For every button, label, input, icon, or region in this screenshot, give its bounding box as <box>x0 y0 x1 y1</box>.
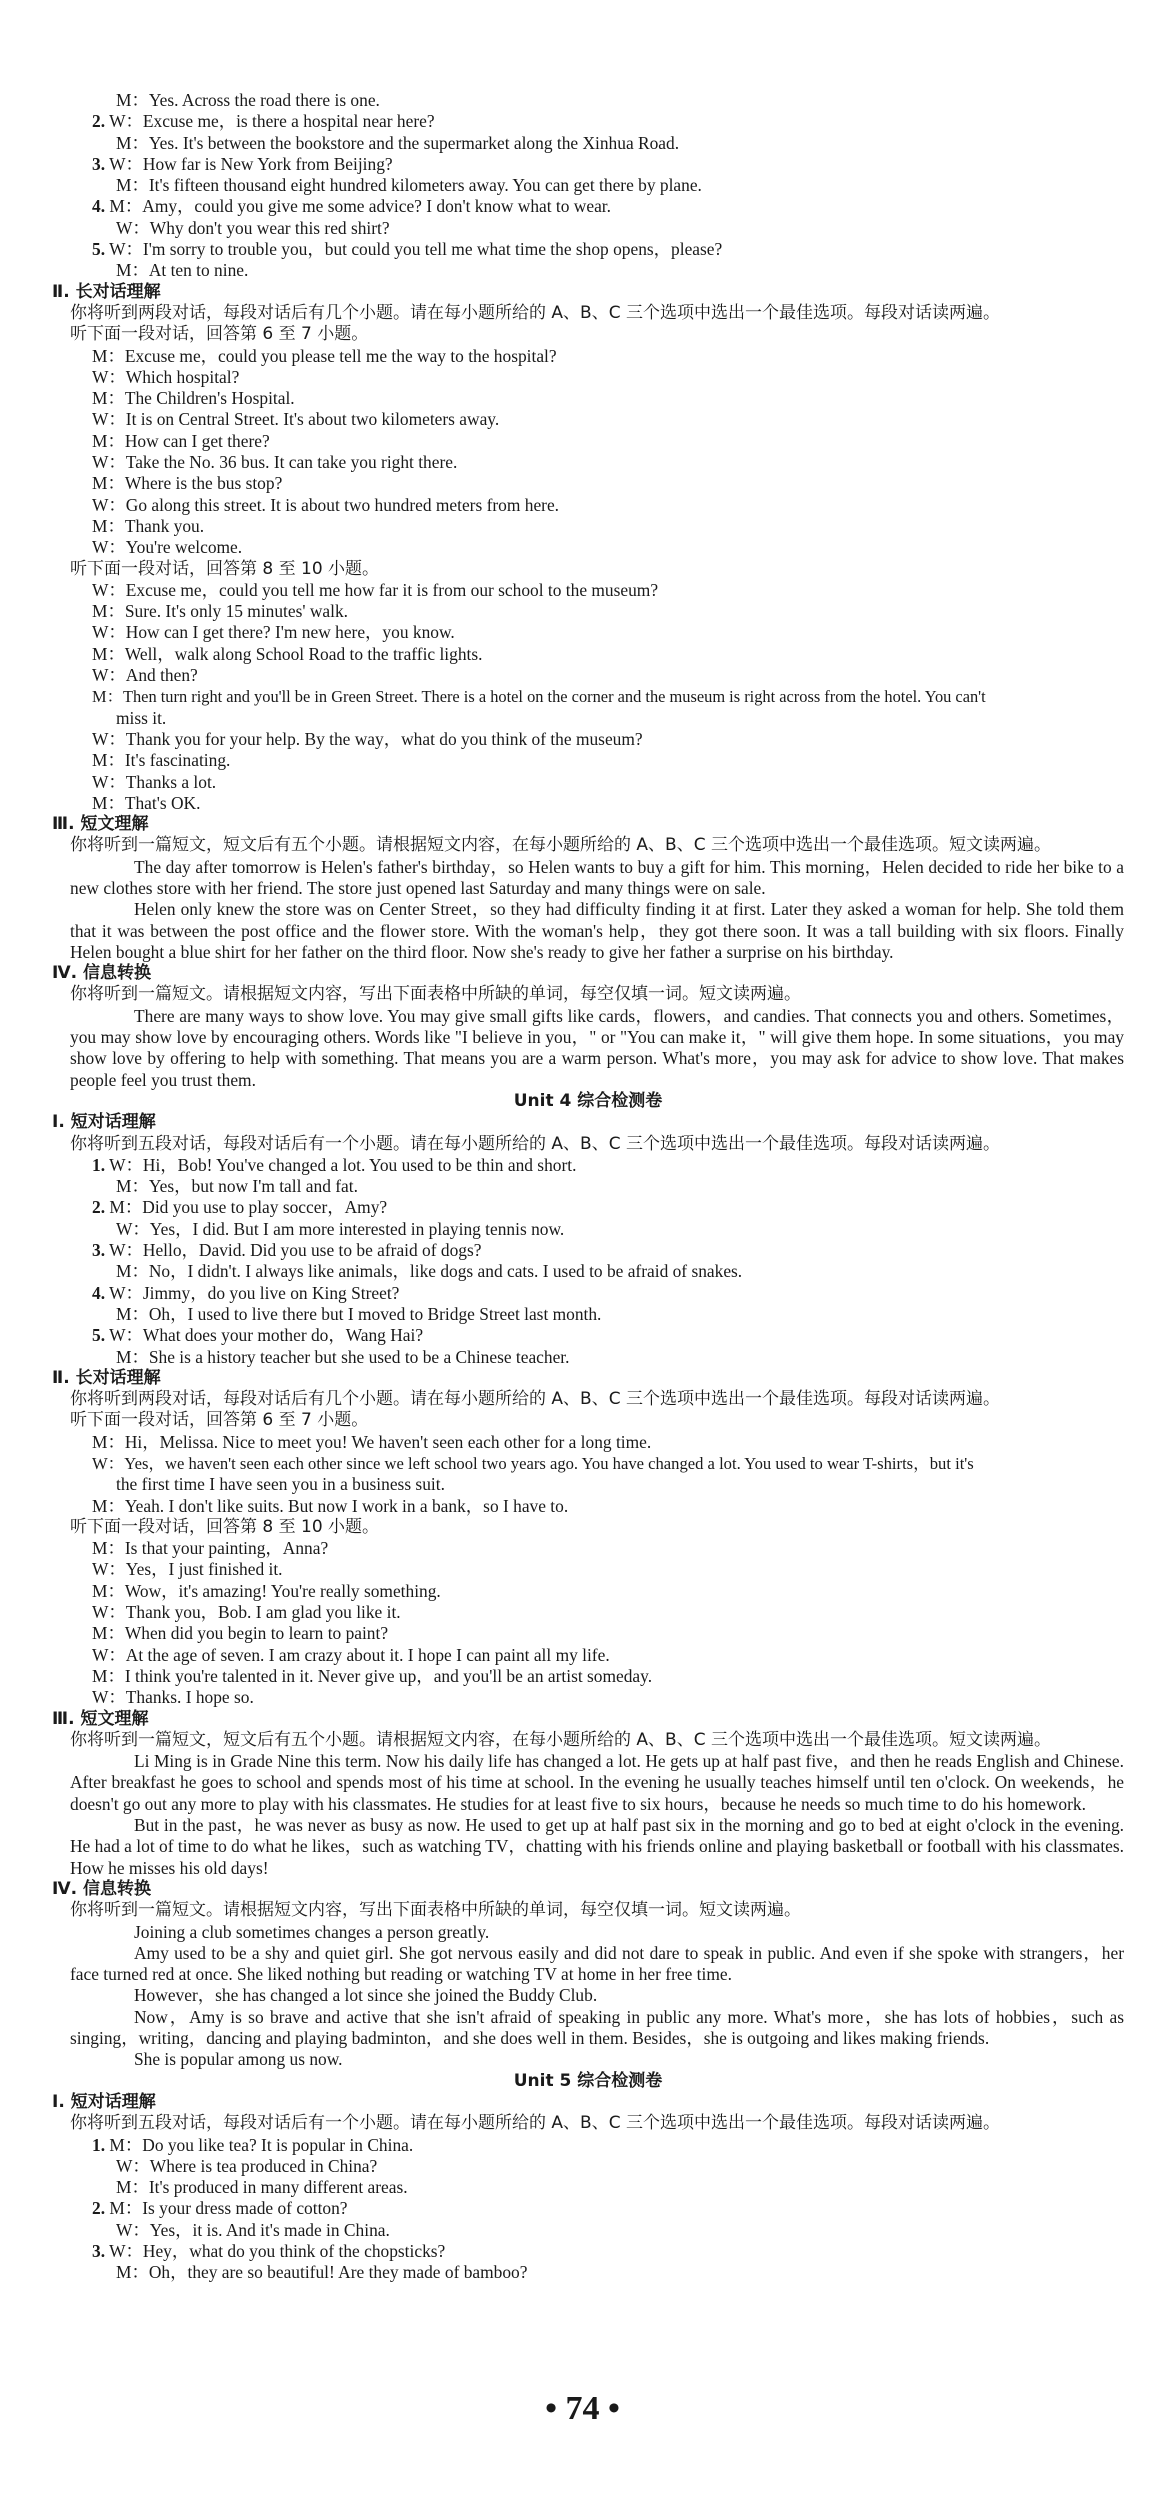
question-number: 2. <box>92 2198 106 2219</box>
passage-paragraph: Li Ming is in Grade Nine this term. Now his daily life has changed a lot. He gets up at half past five，and then he reads English and Chinese. After breakfast he goes to school and spends most of his time at school. In the evening he usually teaches himself until ten o'clock. On weekends，he doesn't go out any more to play with his classmates. He studies for at least five to six hours，because he needs so much time to do his homework. <box>70 1751 1124 1814</box>
section-instruction: 你将听到五段对话，每段对话后有一个小题。请在每小题所给的 A、B、C 三个选项中选出一个最佳选项。每段对话读两遍。 <box>70 2113 1000 2134</box>
dialogue-line: W：Excuse me，could you tell me how far it is from our school to the museum? <box>92 579 659 600</box>
section-heading: Ⅲ. 短文理解 <box>52 814 149 835</box>
question-number: 2. <box>92 1197 106 1218</box>
dialogue-line: M：Oh，they are so beautiful! Are they made of bamboo? <box>116 2262 528 2283</box>
section-instruction: 你将听到一篇短文。请根据短文内容，写出下面表格中所缺的单词，每空仅填一词。短文读两遍。 <box>70 1900 801 1921</box>
dialogue-line: miss it. <box>116 707 167 728</box>
dialogue-line: M：Where is the bus stop? <box>92 473 283 494</box>
dialogue-line: M：Wow，it's amazing! You're really something. <box>92 1580 441 1601</box>
passage-paragraph: However，she has changed a lot since she joined the Buddy Club. <box>134 1985 598 2006</box>
dialogue-line: W：And then? <box>92 665 198 686</box>
section-instruction: 你将听到一篇短文，短文后有五个小题。请根据短文内容，在每小题所给的 A、B、C 三个选项中选出一个最佳选项。短文读两遍。 <box>70 1729 1051 1750</box>
dialogue-line: W：Go along this street. It is about two hundred meters from here. <box>92 494 560 515</box>
question-number: 3. <box>92 153 106 174</box>
question-number: 3. <box>92 2240 106 2261</box>
dialogue-line: W：Yes，we haven't seen each other since we left school two years ago. You have changed a lot. You used to wear T-shirts，but it's <box>92 1454 974 1473</box>
dialogue-line: M：Hi，Melissa. Nice to meet you! We haven't seen each other for a long time. <box>92 1431 652 1452</box>
dialogue-line: M：Is that your painting，Anna? <box>92 1538 329 1559</box>
dialogue-line: M：That's OK. <box>92 792 201 813</box>
section-heading: Ⅰ. 短对话理解 <box>52 2091 156 2112</box>
dialogue-line: W：Thanks a lot. <box>92 771 217 792</box>
dialogue-line: 4. W：Jimmy，do you live on King Street? <box>92 1282 400 1303</box>
dialogue-line: W：Yes，I did. But I am more interested in playing tennis now. <box>116 1218 565 1239</box>
dialogue-line: M：At ten to nine. <box>116 260 249 281</box>
question-number: 4. <box>92 1282 106 1303</box>
section-instruction: 你将听到一篇短文，短文后有五个小题。请根据短文内容，在每小题所给的 A、B、C 三个选项中选出一个最佳选项。短文读两遍。 <box>70 835 1051 856</box>
dialogue-line: W：Thank you，Bob. I am glad you like it. <box>92 1602 401 1623</box>
dialogue-header: 听下面一段对话，回答第 6 至 7 小题。 <box>70 1410 369 1431</box>
dialogue-header: 听下面一段对话，回答第 8 至 10 小题。 <box>70 558 380 579</box>
dialogue-line: 3. W：Hey，what do you think of the chopsticks? <box>92 2240 446 2261</box>
section-heading: Ⅱ. 长对话理解 <box>52 1367 161 1388</box>
section-heading: Ⅲ. 短文理解 <box>52 1708 149 1729</box>
dialogue-line: M：Sure. It's only 15 minutes' walk. <box>92 601 349 622</box>
dialogue-line: 5. W：What does your mother do，Wang Hai? <box>92 1325 424 1346</box>
passage-paragraph: Amy used to be a shy and quiet girl. She got nervous easily and did not dare to speak in public. And even if she spoke with strangers，her face turned red at once. She liked nothing but reading or watching TV at home in her free time. <box>70 1942 1124 1985</box>
section-instruction: 你将听到五段对话，每段对话后有一个小题。请在每小题所给的 A、B、C 三个选项中选出一个最佳选项。每段对话读两遍。 <box>70 1133 1000 1154</box>
section-heading: Ⅳ. 信息转换 <box>52 1878 152 1899</box>
dialogue-line: 2. W：Excuse me，is there a hospital near here? <box>92 111 435 132</box>
dialogue-line: 2. M：Did you use to play soccer，Amy? <box>92 1197 388 1218</box>
dialogue-line: W：Take the No. 36 bus. It can take you right there. <box>92 452 458 473</box>
passage-paragraph: She is popular among us now. <box>134 2049 343 2070</box>
question-number: 1. <box>92 2134 106 2155</box>
section-instruction: 你将听到两段对话，每段对话后有几个小题。请在每小题所给的 A、B、C 三个选项中选出一个最佳选项。每段对话读两遍。 <box>70 1389 1000 1410</box>
section-instruction: 你将听到一篇短文。请根据短文内容，写出下面表格中所缺的单词，每空仅填一词。短文读两遍。 <box>70 984 801 1005</box>
dialogue-line: W：Why don't you wear this red shirt? <box>116 217 390 238</box>
page-number: • 74 • <box>545 2390 620 2427</box>
dialogue-line: 3. W：Hello，David. Did you use to be afraid of dogs? <box>92 1240 482 1261</box>
dialogue-line: W：At the age of seven. I am crazy about it. I hope I can paint all my life. <box>92 1644 610 1665</box>
passage-paragraph: There are many ways to show love. You may give small gifts like cards，flowers，and candies. That connects you and others. Sometimes，you may show love by encouraging others. Words like "I believe in you，" or "You can make it，" will give them hope. In some situations，you may show love by offering to help with something. That means you are a warm person. What's more，you may ask for advice to show love. That makes people feel you trust them. <box>70 1005 1124 1090</box>
unit-title: Unit 4 综合检测卷 <box>513 1090 663 1111</box>
dialogue-line: M：It's fascinating. <box>92 750 231 771</box>
dialogue-line: M：I think you're talented in it. Never give up，and you'll be an artist someday. <box>92 1665 653 1686</box>
question-number: 3. <box>92 1240 106 1261</box>
dialogue-line: M：It's produced in many different areas. <box>116 2177 408 2198</box>
question-number: 1. <box>92 1154 106 1175</box>
unit-title: Unit 5 综合检测卷 <box>513 2070 663 2091</box>
section-instruction: 你将听到两段对话，每段对话后有几个小题。请在每小题所给的 A、B、C 三个选项中选出一个最佳选项。每段对话读两遍。 <box>70 302 1000 323</box>
document-page <box>52 90 1124 2284</box>
dialogue-line: 5. W：I'm sorry to trouble you，but could you tell me what time the shop opens，please? <box>92 239 723 260</box>
dialogue-line: M：Well，walk along School Road to the traffic lights. <box>92 643 483 664</box>
dialogue-line: M：Yeah. I don't like suits. But now I work in a bank，so I have to. <box>92 1495 569 1516</box>
dialogue-line: M：Yes. Across the road there is one. <box>116 90 380 110</box>
dialogue-line: W：Which hospital? <box>92 366 240 387</box>
dialogue-line: M：Excuse me，could you please tell me the way to the hospital? <box>92 345 557 366</box>
dialogue-line: W：How can I get there? I'm new here，you know. <box>92 622 455 643</box>
dialogue-line: M：Yes，but now I'm tall and fat. <box>116 1176 358 1197</box>
dialogue-line: W：Thank you for your help. By the way，what do you think of the museum? <box>92 728 643 749</box>
dialogue-header: 听下面一段对话，回答第 8 至 10 小题。 <box>70 1516 380 1537</box>
passage-paragraph: But in the past，he was never as busy as now. He used to get up at half past six in the morning and go to bed at eight o'clock in the evening. He had a lot of time to do what he likes，such as watching TV，chatting with his friends online and playing basketball or football with his classmates. How he misses his old days! <box>70 1815 1124 1878</box>
dialogue-line: M：Oh，I used to live there but I moved to Bridge Street last month. <box>116 1303 602 1324</box>
question-number: 2. <box>92 111 106 132</box>
section-heading: Ⅳ. 信息转换 <box>52 963 152 984</box>
dialogue-line: M：Thank you. <box>92 515 205 536</box>
dialogue-line: 1. M：Do you like tea? It is popular in China. <box>92 2134 414 2155</box>
dialogue-line: M：Then turn right and you'll be in Green Street. There is a hotel on the corner and the museum is right across from the hotel. You can't <box>92 687 986 707</box>
question-number: 5. <box>92 1325 106 1346</box>
dialogue-line: W：It is on Central Street. It's about two kilometers away. <box>92 409 500 430</box>
dialogue-line: 4. M：Amy，could you give me some advice? I don't know what to wear. <box>92 196 611 217</box>
dialogue-line: M：When did you begin to learn to paint? <box>92 1623 389 1644</box>
dialogue-line: 2. M：Is your dress made of cotton? <box>92 2198 348 2219</box>
dialogue-line: M：She is a history teacher but she used to be a Chinese teacher. <box>116 1346 570 1367</box>
dialogue-line: W：Where is tea produced in China? <box>116 2155 378 2176</box>
section-heading: Ⅰ. 短对话理解 <box>52 1112 156 1133</box>
dialogue-line: M：How can I get there? <box>92 430 270 451</box>
dialogue-line: 1. W：Hi，Bob! You've changed a lot. You used to be thin and short. <box>92 1154 577 1175</box>
dialogue-line: 3. W：How far is New York from Beijing? <box>92 153 393 174</box>
passage-paragraph: The day after tomorrow is Helen's father's birthday，so Helen wants to buy a gift for him. This morning，Helen decided to ride her bike to a new clothes store with her friend. The store just opened last Saturday and many things were on sale. <box>70 856 1124 898</box>
dialogue-header: 听下面一段对话，回答第 6 至 7 小题。 <box>70 324 369 345</box>
dialogue-line: W：You're welcome. <box>92 537 243 558</box>
section-heading: Ⅱ. 长对话理解 <box>52 281 161 302</box>
question-number: 5. <box>92 239 106 260</box>
dialogue-line: the first time I have seen you in a business suit. <box>116 1474 445 1495</box>
passage-paragraph: Now，Amy is so brave and active that she isn't afraid of speaking in public any more. What's more，she has lots of hobbies，such as singing，writing，dancing and playing badminton，and she does well in them. Besides，she is outgoing and likes making friends. <box>70 2006 1124 2049</box>
passage-paragraph: Joining a club sometimes changes a person greatly. <box>134 1921 490 1942</box>
dialogue-line: M：It's fifteen thousand eight hundred kilometers away. You can get there by plane. <box>116 175 702 196</box>
dialogue-line: M：No，I didn't. I always like animals，like dogs and cats. I used to be afraid of snakes. <box>116 1261 743 1282</box>
passage-paragraph: Helen only knew the store was on Center Street，so they had difficulty finding it at first. Later they asked a woman for help. She told them that it was between the post office and the flower store. With the woman's help，they got there soon. It was a tall building with six floors. Finally Helen bought a blue shirt for her father on the third floor. Now she's ready to give her father a surprise on his birthday. <box>70 899 1124 962</box>
dialogue-line: W：Yes，it is. And it's made in China. <box>116 2219 390 2240</box>
dialogue-line: W：Yes，I just finished it. <box>92 1559 283 1580</box>
dialogue-line: M：The Children's Hospital. <box>92 388 295 409</box>
dialogue-line: W：Thanks. I hope so. <box>92 1687 254 1708</box>
question-number: 4. <box>92 196 106 217</box>
dialogue-line: M：Yes. It's between the bookstore and the supermarket along the Xinhua Road. <box>116 132 680 153</box>
